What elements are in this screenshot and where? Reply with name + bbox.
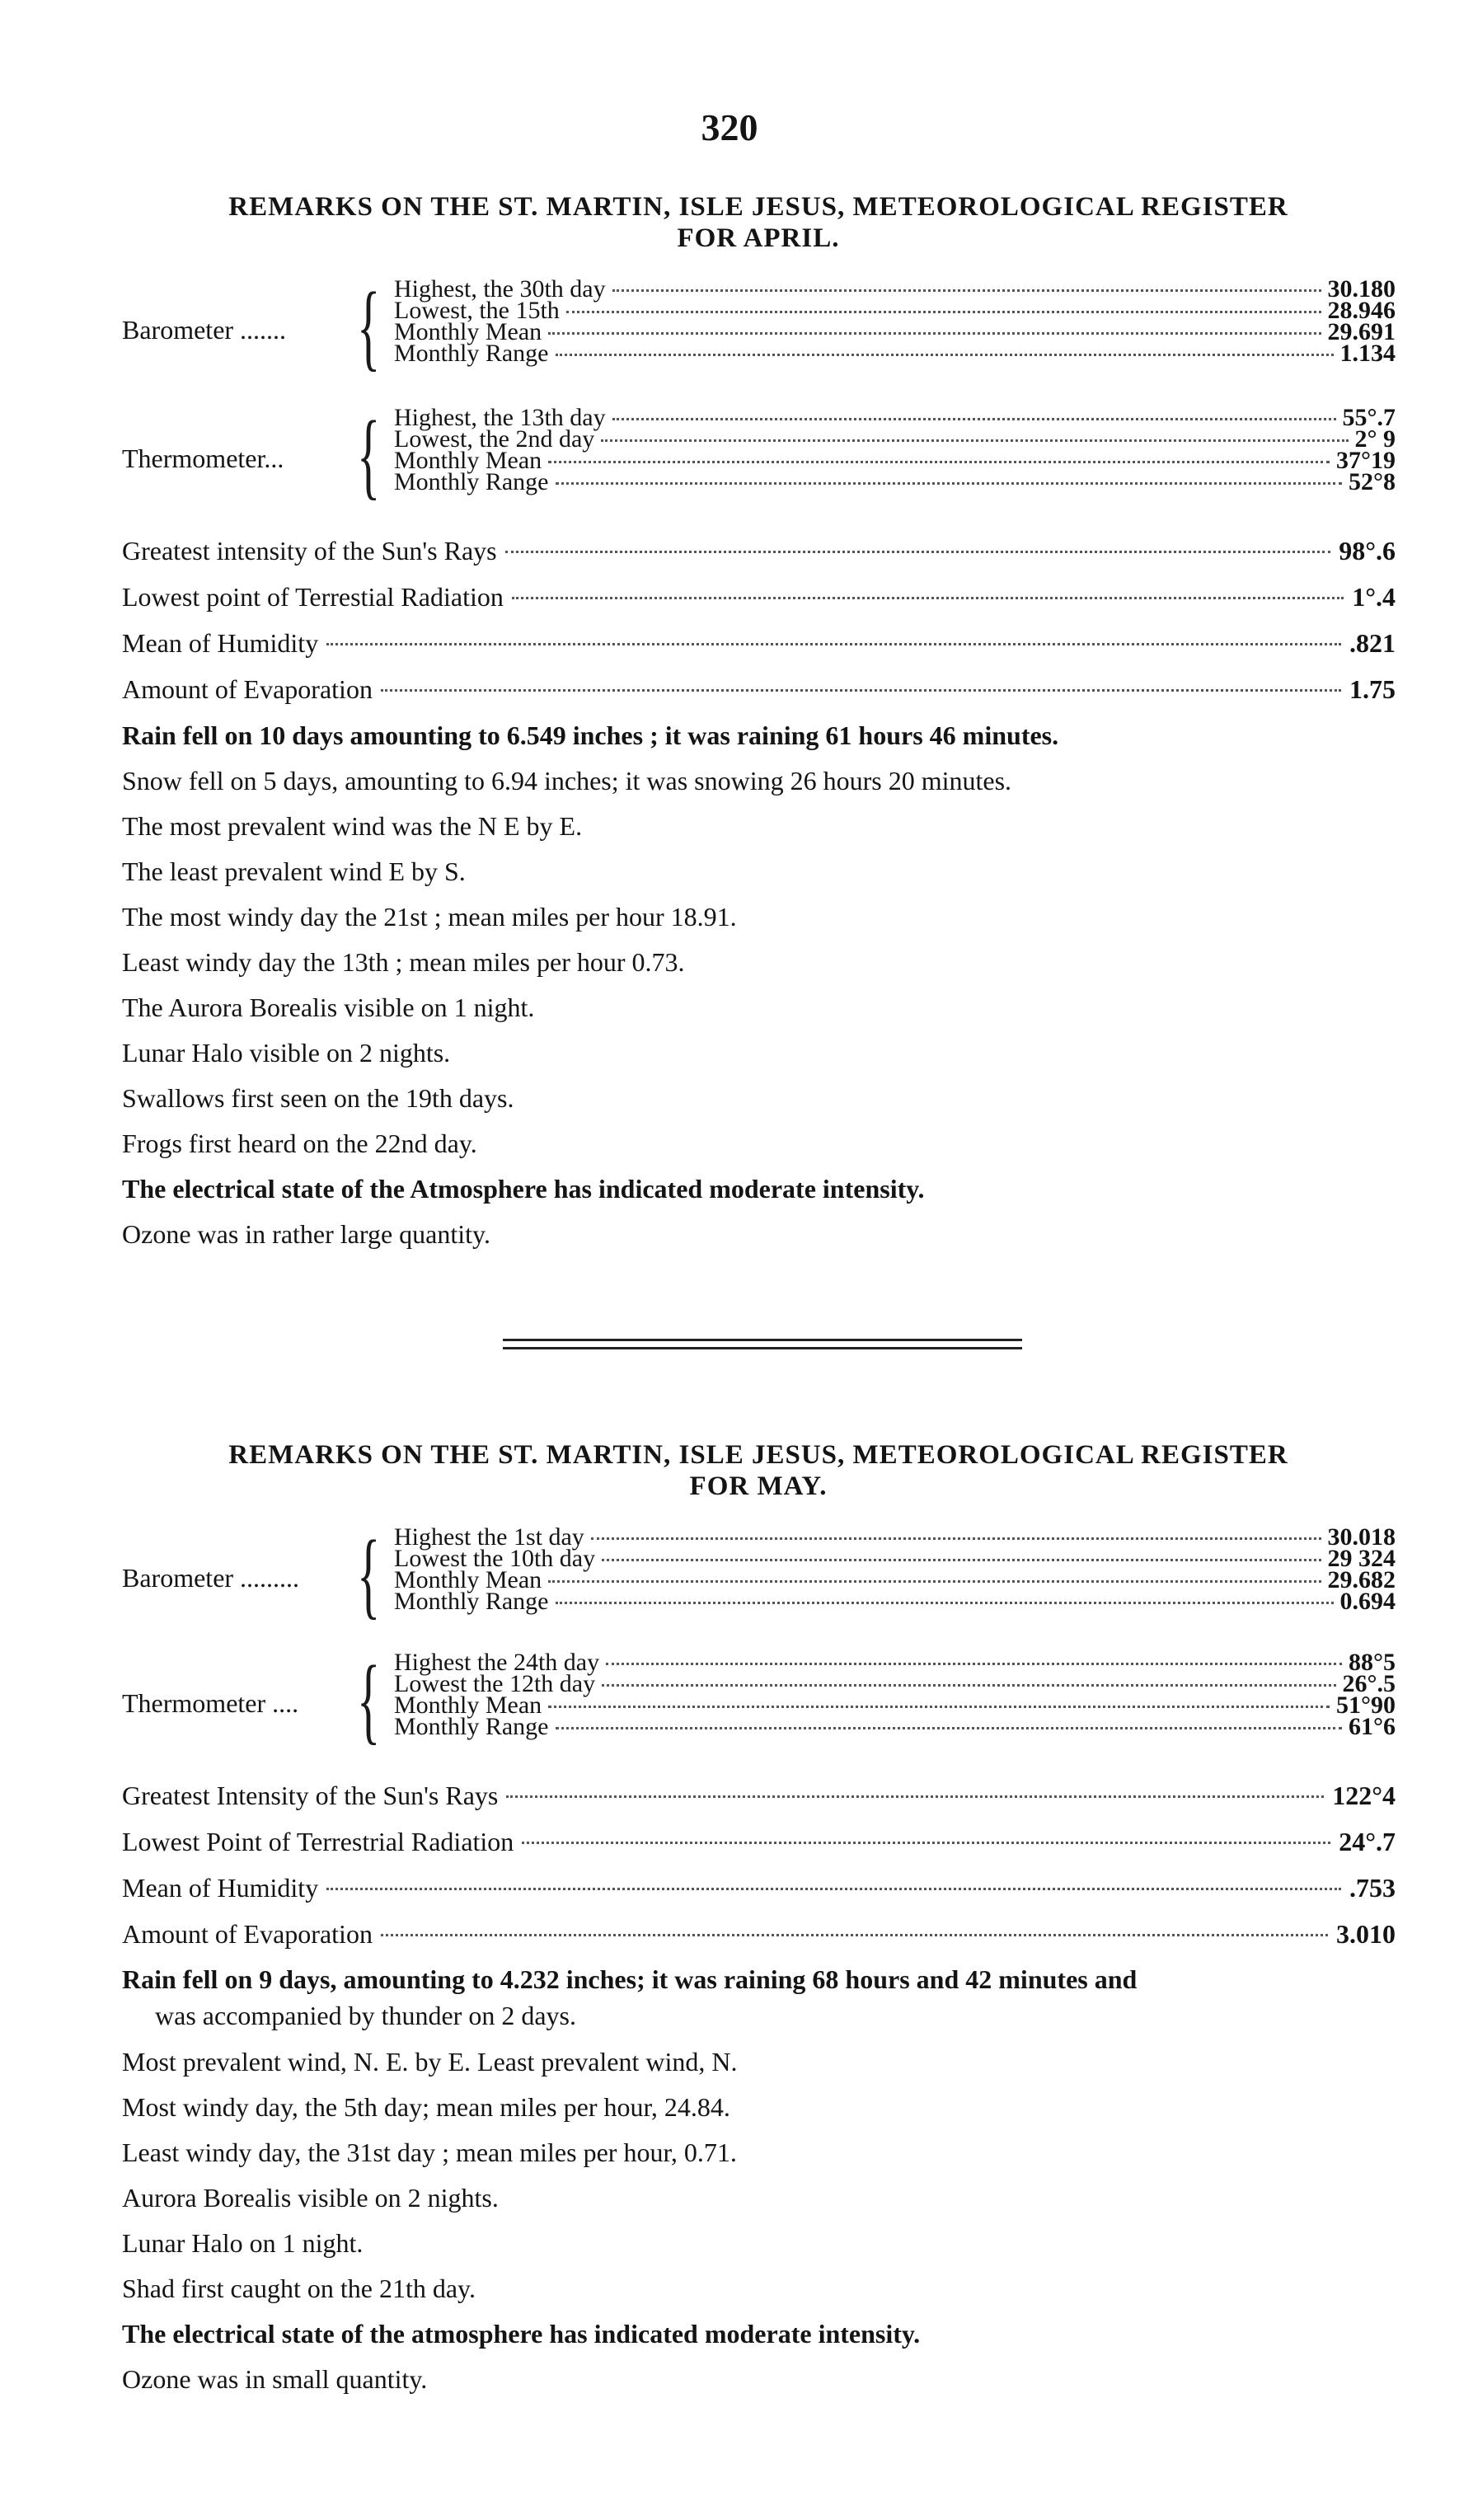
thermometer-group-april <box>122 401 1396 509</box>
page-number: 320 <box>701 106 758 148</box>
stat-row: Lowest Point of Terrestrial Radiation 24°.7 <box>122 1827 1396 1856</box>
thermometer-group-may <box>122 1645 1396 1753</box>
barometer-row: Monthly Range 0.694 <box>394 1588 1396 1615</box>
remark-line: The most windy day the 21st ; mean miles per hour 18.91. <box>122 902 737 932</box>
barometer-group-april <box>122 272 1396 380</box>
stat-row: Mean of Humidity .753 <box>122 1873 1396 1903</box>
stat-row: Mean of Humidity .821 <box>122 628 1396 658</box>
remark-line: Snow fell on 5 days, amounting to 6.94 inches; it was snowing 26 hours 20 minutes. <box>122 766 1012 795</box>
separator-rule <box>503 1339 1022 1341</box>
stat-row: Greatest Intensity of the Sun's Rays 122°4 <box>122 1781 1396 1810</box>
remark-line: The Aurora Borealis visible on 1 night. <box>122 993 535 1022</box>
stat-row: Amount of Evaporation 3.010 <box>122 1919 1396 1949</box>
thermometer-row: Monthly Range 61°6 <box>394 1713 1396 1740</box>
thermometer-label: Thermometer .... <box>122 1688 299 1718</box>
barometer-row: Monthly Mean 29.691 <box>394 318 1396 345</box>
thermometer-row: Highest, the 13th day 55°.7 <box>394 404 1396 431</box>
remark-line: Lunar Halo visible on 2 nights. <box>122 1038 451 1068</box>
barometer-row: Monthly Range 1.134 <box>394 340 1396 367</box>
remark-line: The least prevalent wind E by S. <box>122 856 466 886</box>
remark-line: Ozone was in rather large quantity. <box>122 1219 490 1249</box>
stat-row: Lowest point of Terrestial Radiation 1°.4 <box>122 582 1396 612</box>
barometer-row: Monthly Mean 29.682 <box>394 1566 1396 1593</box>
remark-line: Aurora Borealis visible on 2 nights. <box>122 2183 499 2213</box>
remark-line: The electrical state of the Atmosphere has indicated moderate intensity. <box>122 1174 925 1204</box>
barometer-row: Lowest the 10th day 29 324 <box>394 1545 1396 1572</box>
remark-line: Most windy day, the 5th day; mean miles per hour, 24.84. <box>122 2092 730 2122</box>
brace-icon: { <box>357 1520 381 1628</box>
thermometer-row: Monthly Range 52°8 <box>394 468 1396 495</box>
separator-rule <box>503 1347 1022 1349</box>
remark-line: Shad first caught on the 21th day. <box>122 2274 476 2303</box>
remark-line-continued: was accompanied by thunder on 2 days. <box>155 2001 576 2030</box>
remark-line: The electrical state of the atmosphere has indicated moderate intensity. <box>122 2319 921 2349</box>
section-title-may <box>124 1439 1393 1502</box>
subtitle-line: FOR MAY. <box>689 1471 828 1501</box>
remark-line: Lunar Halo on 1 night. <box>122 2228 364 2258</box>
thermometer-row: Monthly Mean 37°19 <box>394 447 1396 474</box>
remark-line: Least windy day, the 31st day ; mean miles per hour, 0.71. <box>122 2138 737 2167</box>
thermometer-row: Monthly Mean 51°90 <box>394 1692 1396 1719</box>
thermometer-label: Thermometer... <box>122 443 284 473</box>
brace-icon: { <box>357 401 381 509</box>
title-line: REMARKS ON THE ST. MARTIN, ISLE JESUS, METEOROLOGICAL REGISTER <box>228 1440 1288 1470</box>
remark-line: Swallows first seen on the 19th days. <box>122 1083 514 1113</box>
remark-line: Frogs first heard on the 22nd day. <box>122 1129 477 1158</box>
remark-line: Most prevalent wind, N. E. by E. Least prevalent wind, N. <box>122 2047 738 2077</box>
section-title-april <box>124 191 1393 254</box>
title-line: REMARKS ON THE ST. MARTIN, ISLE JESUS, METEOROLOGICAL REGISTER <box>228 192 1288 222</box>
barometer-label: Barometer ......... <box>122 1563 300 1593</box>
thermometer-row: Lowest the 12th day 26°.5 <box>394 1670 1396 1697</box>
barometer-group-may <box>122 1520 1396 1628</box>
stat-row: Greatest intensity of the Sun's Rays 98°.6 <box>122 536 1396 565</box>
remark-line: The most prevalent wind was the N E by E. <box>122 811 583 841</box>
barometer-row: Highest the 1st day 30.018 <box>394 1523 1396 1551</box>
barometer-label: Barometer ....... <box>122 315 287 345</box>
remark-line: Ozone was in small quantity. <box>122 2364 428 2394</box>
remark-line: Rain fell on 10 days amounting to 6.549 inches ; it was raining 61 hours 46 minutes. <box>122 720 1059 750</box>
subtitle-line: FOR APRIL. <box>677 223 840 253</box>
remark-line: Rain fell on 9 days, amounting to 4.232 inches; it was raining 68 hours and 42 minutes and <box>122 1964 1138 1994</box>
brace-icon: { <box>357 1645 381 1753</box>
thermometer-row: Highest the 24th day 88°5 <box>394 1649 1396 1676</box>
remark-line: Least windy day the 13th ; mean miles per hour 0.73. <box>122 947 685 977</box>
barometer-row: Lowest, the 15th 28.946 <box>394 297 1396 324</box>
barometer-row: Highest, the 30th day 30.180 <box>394 275 1396 303</box>
brace-icon: { <box>357 272 381 380</box>
thermometer-row: Lowest, the 2nd day 2° 9 <box>394 425 1396 453</box>
stat-row: Amount of Evaporation 1.75 <box>122 674 1396 704</box>
